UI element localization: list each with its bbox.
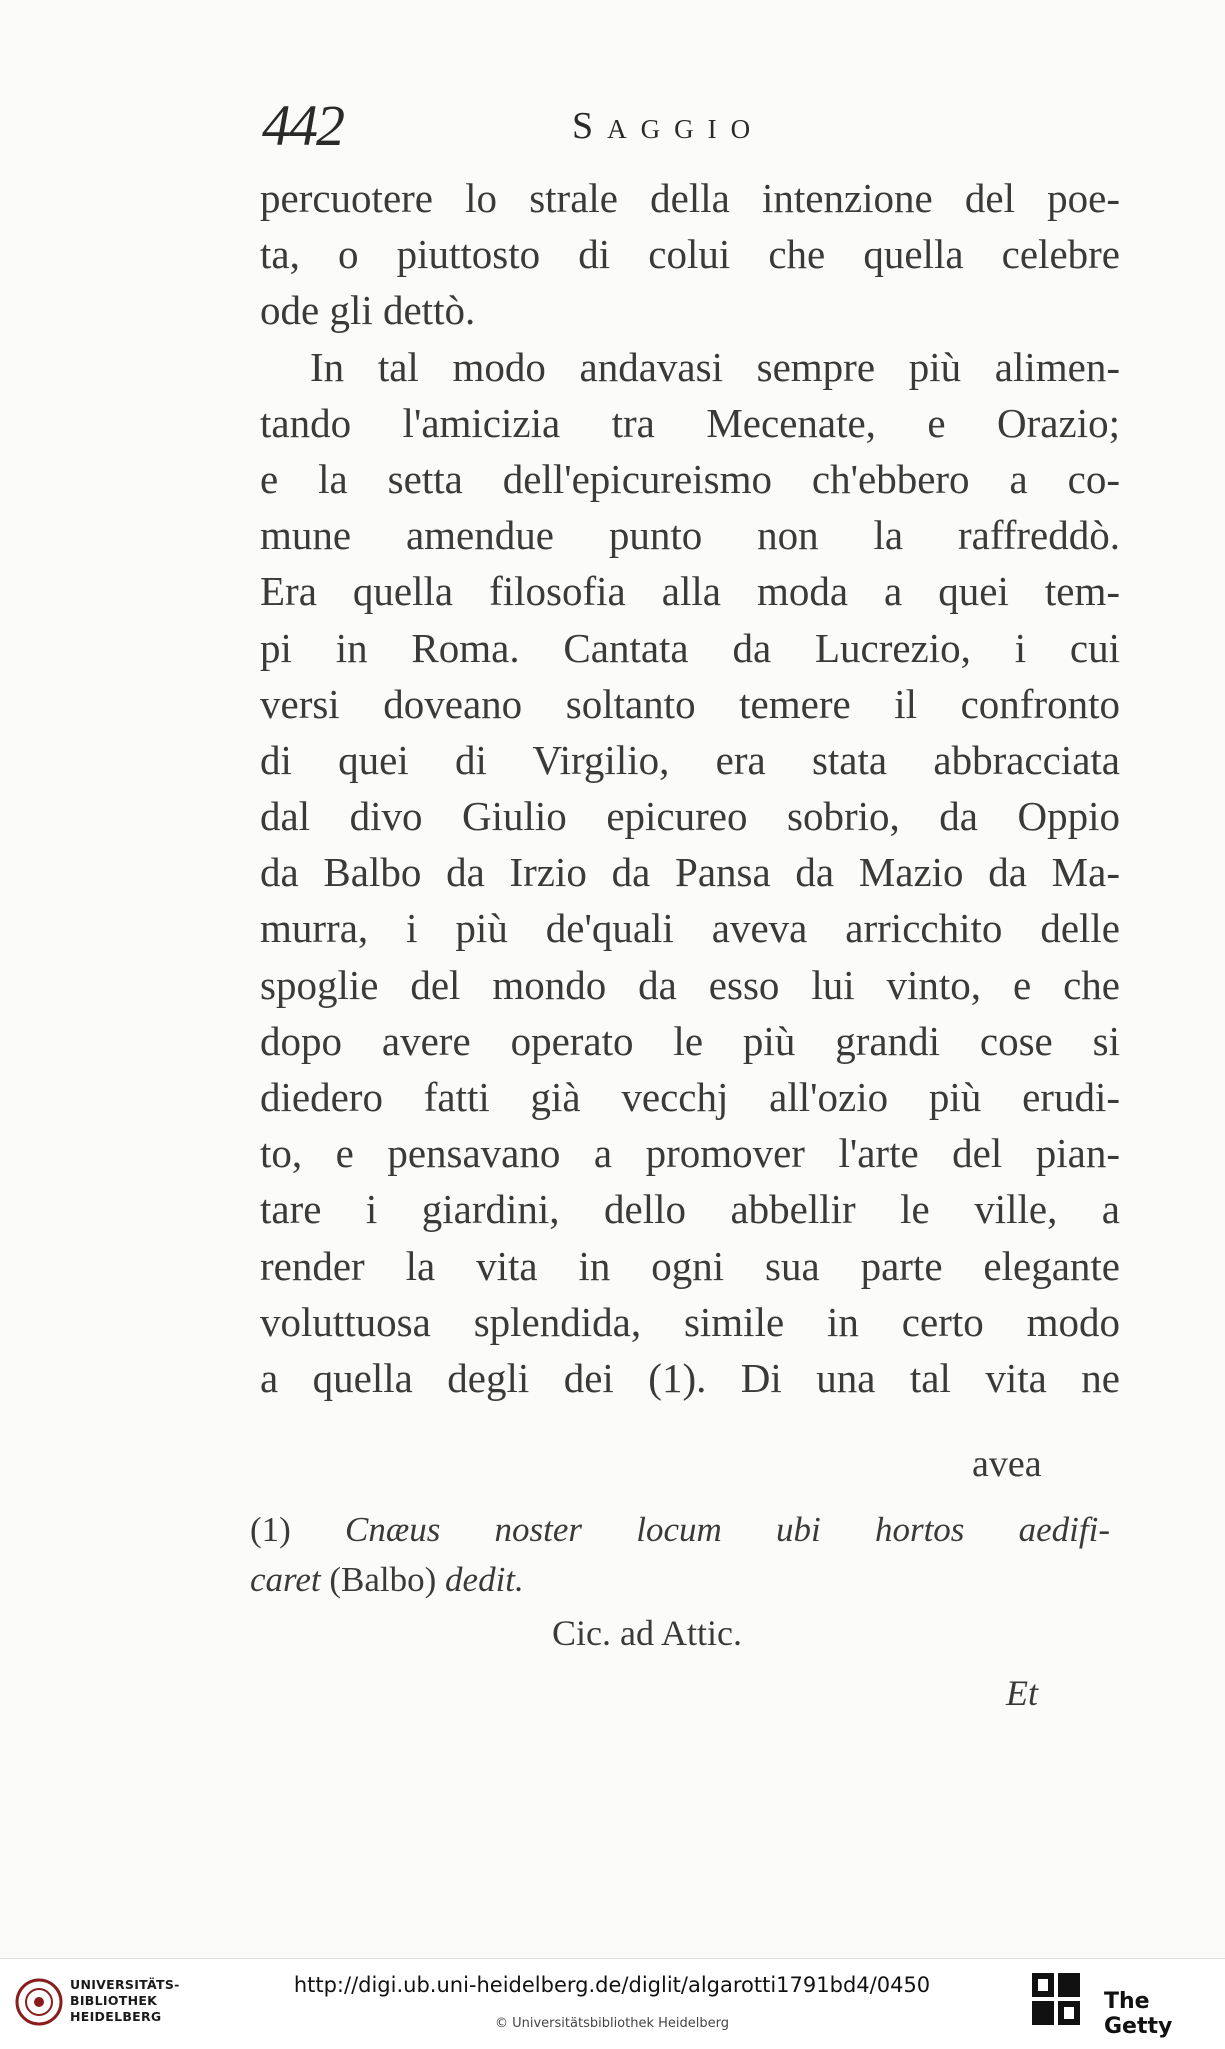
- text-line: render la vita in ogni sua parte elegante: [260, 1242, 1120, 1289]
- text-line: e la setta dell'epicureismo ch'ebbero a co-: [260, 455, 1120, 502]
- catchword: avea: [972, 1443, 1042, 1485]
- text-line: ode gli dettò.: [260, 287, 476, 334]
- text-line: murra, i più de'quali aveva arricchito delle: [260, 905, 1120, 952]
- institution-name: UNIVERSITÄTS- BIBLIOTHEK HEIDELBERG: [70, 1977, 180, 2024]
- text-line: di quei di Virgilio, era stata abbracciata: [260, 736, 1120, 783]
- body-text: [260, 170, 1120, 1406]
- text-line: pi in Roma. Cantata da Lucrezio, i cui: [260, 624, 1120, 671]
- text-line: mune amendue punto non la raffreddò.: [260, 512, 1120, 559]
- text-line: tare i giardini, dello abbellir le ville, a: [260, 1186, 1120, 1233]
- text-line: dopo avere operato le più grandi cose si: [260, 1017, 1120, 1064]
- text-line: a quella degli dei (1). Di una tal vita ne: [260, 1354, 1120, 1401]
- viewer-footer: [0, 1958, 1225, 2049]
- text-line: versi doveano soltanto temere il confronto: [260, 680, 1120, 727]
- footnote-text: dedit.: [445, 1560, 524, 1599]
- footnote-catchword: Et: [1006, 1673, 1038, 1713]
- footnote-text: (Balbo): [329, 1560, 437, 1599]
- text-line: Era quella filosofia alla moda a quei tem-: [260, 568, 1120, 615]
- page-header: [262, 92, 1122, 162]
- text-line: tando l'amicizia tra Mecenate, e Orazio;: [260, 399, 1120, 446]
- footnote-line: [250, 1555, 1110, 1605]
- university-seal-icon: [14, 1975, 64, 2029]
- footnote-text: Cnæus noster locum ubi hortos aedifi-: [345, 1510, 1110, 1549]
- partner-name: The Getty: [1104, 1989, 1173, 2039]
- text-line: percuotere lo strale della intenzione del poe-: [260, 175, 1120, 221]
- getty-logo-icon: [1030, 1971, 1084, 2029]
- text-line: In tal modo andavasi sempre più alimen-: [310, 343, 1120, 390]
- footnote-citation: Cic. ad Attic.: [552, 1613, 742, 1653]
- page-url-link[interactable]: http://digi.ub.uni-heidelberg.de/diglit/algarotti1791bd4/0450: [293, 1973, 931, 1997]
- running-head: Saggio: [572, 105, 765, 147]
- text-line: spoglie del mondo da esso lui vinto, e che: [260, 961, 1120, 1008]
- copyright-notice: © Universitätsbibliothek Heidelberg: [494, 2016, 729, 2031]
- footnote-text: caret: [250, 1560, 321, 1599]
- footnote-line: [250, 1505, 1110, 1555]
- text-line: da Balbo da Irzio da Pansa da Mazio da Ma-: [260, 849, 1120, 896]
- footnote: [250, 1505, 1110, 1605]
- text-line: diedero fatti già vecchj all'ozio più erudi-: [260, 1074, 1120, 1120]
- text-line: ta, o piuttosto di colui che quella celebre: [260, 231, 1120, 278]
- footnote-marker: (1): [250, 1510, 291, 1549]
- text-line: to, e pensavano a promover l'arte del pian-: [260, 1130, 1120, 1177]
- text-line: voluttuosa splendida, simile in certo modo: [260, 1298, 1120, 1345]
- text-line: dal divo Giulio epicureo sobrio, da Oppio: [260, 793, 1120, 840]
- page-number: 442: [262, 93, 343, 158]
